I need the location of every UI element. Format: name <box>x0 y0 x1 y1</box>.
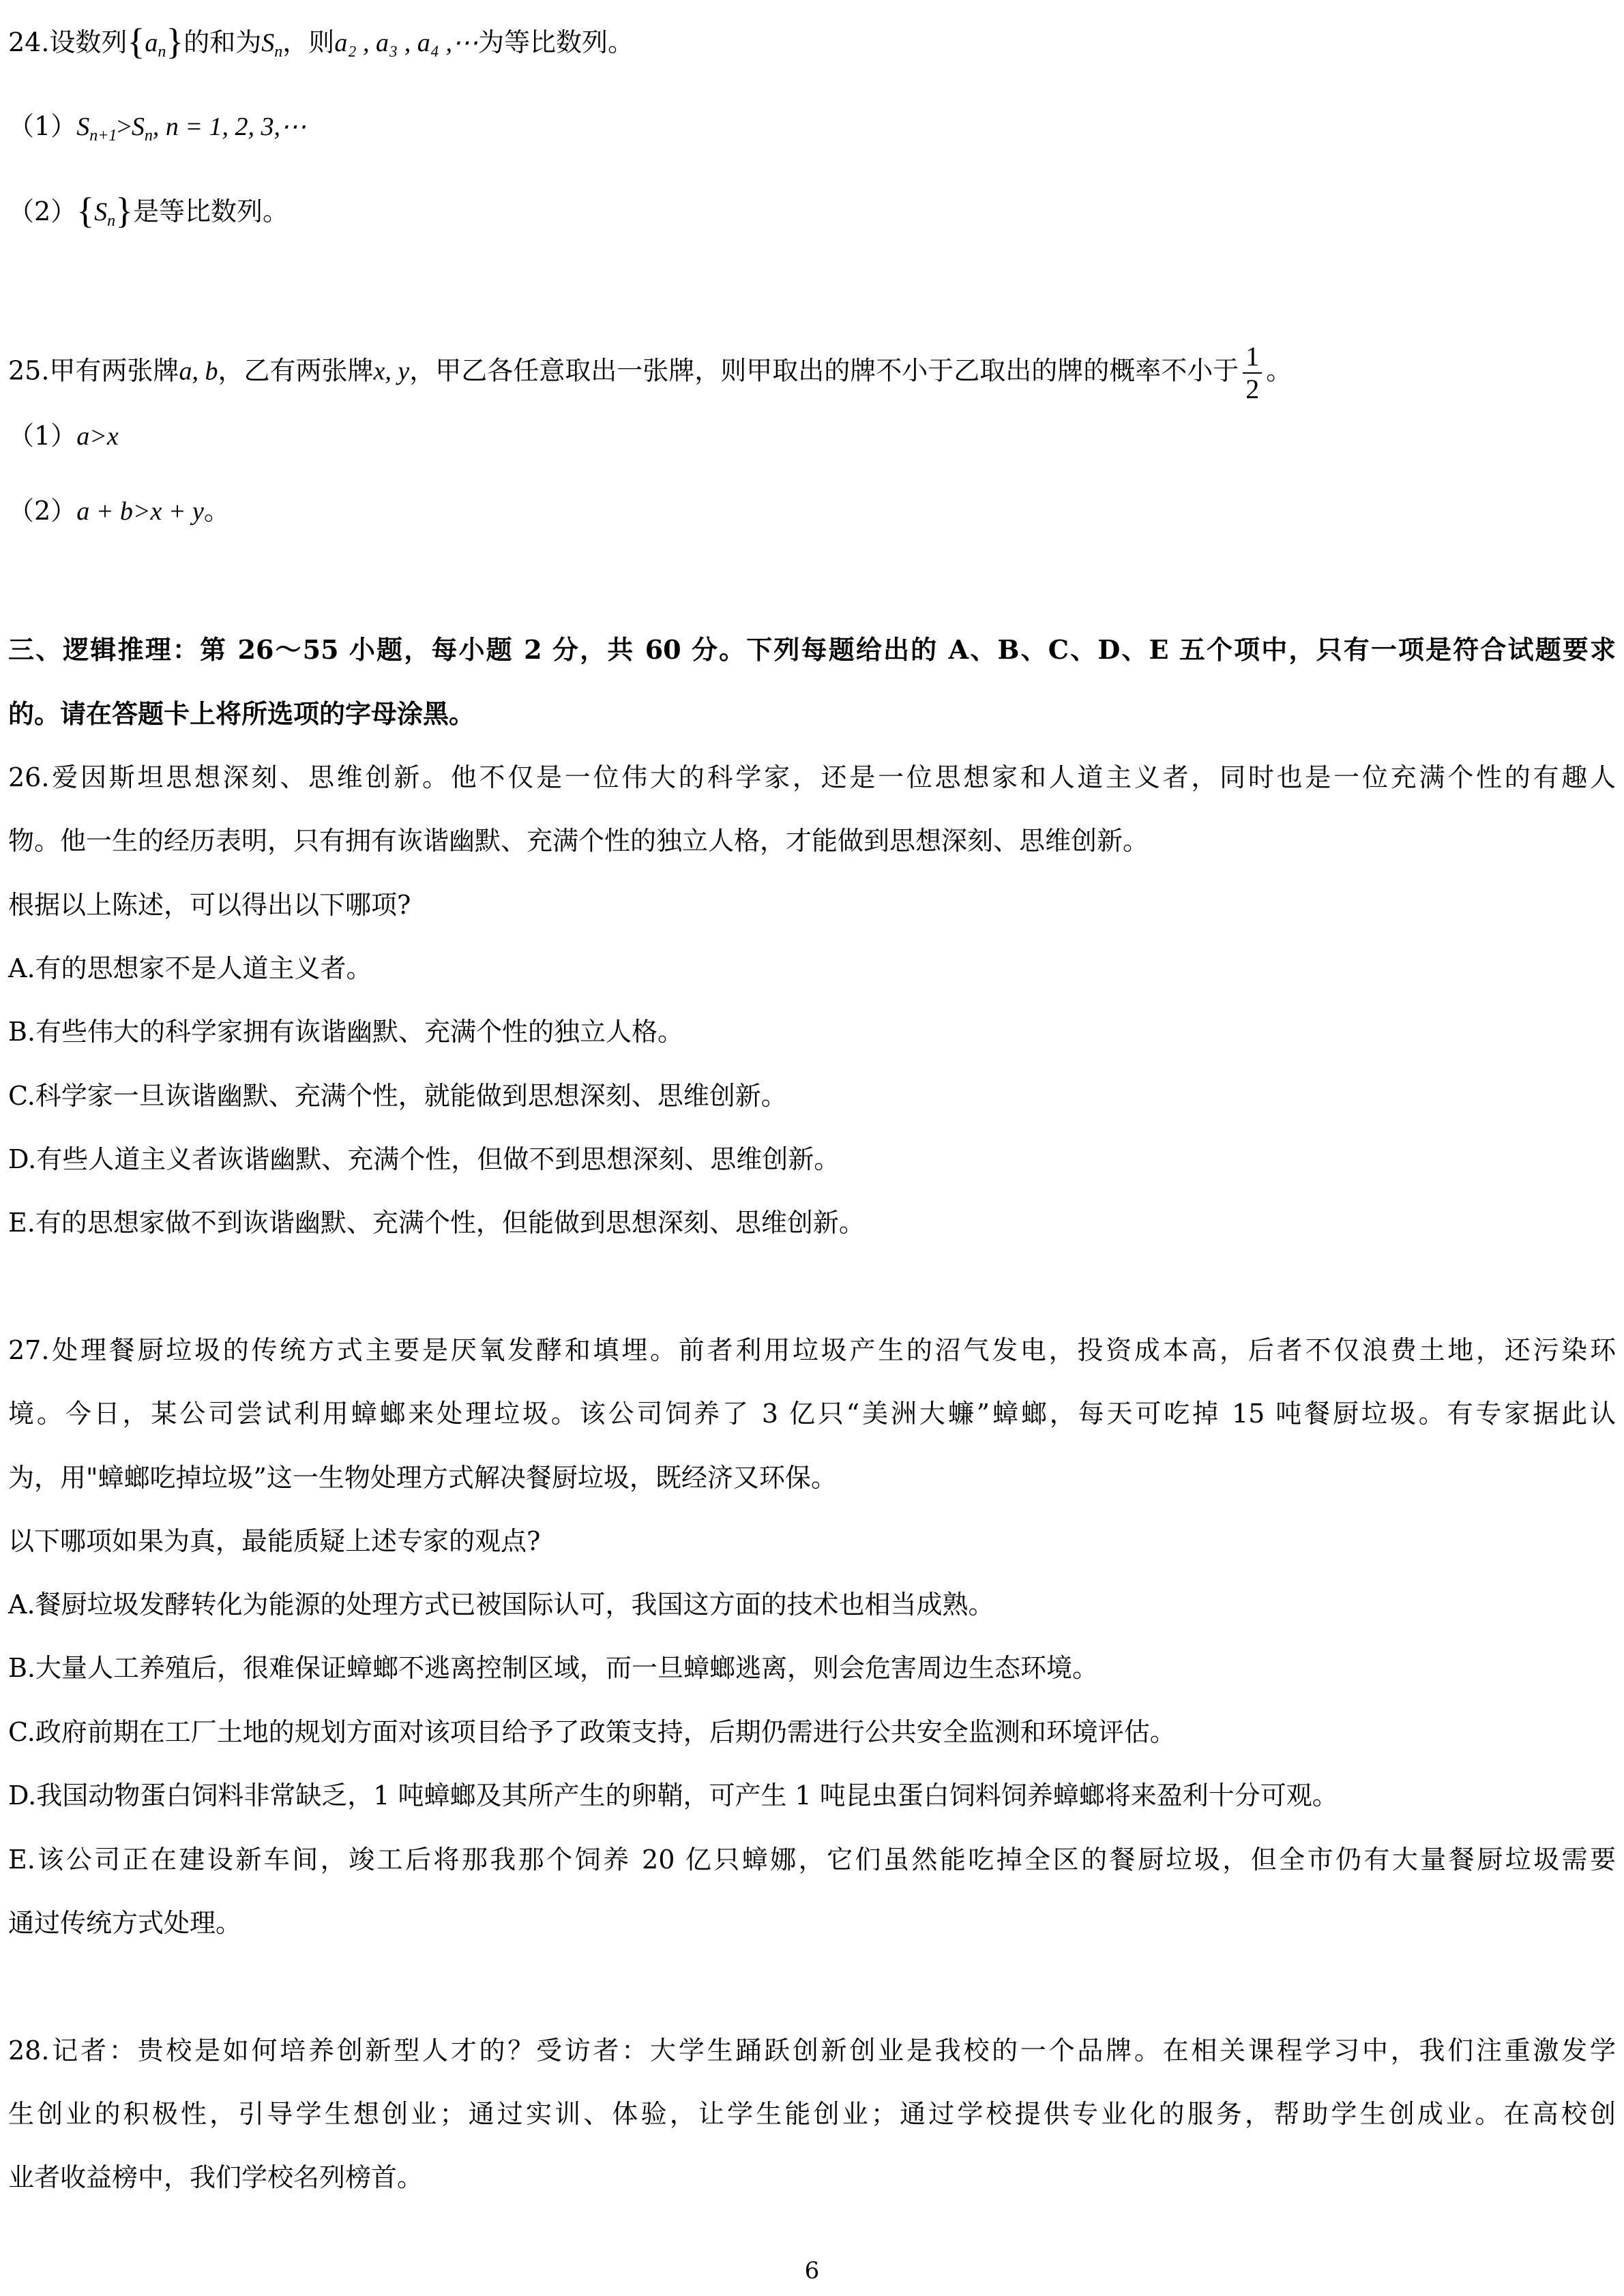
q27-stem-line2: 境。今日，某公司尝试利用蟑螂来处理垃圾。该公司饲养了 3 亿只“美洲大蠊”蟑螂，每天可吃掉 15 吨餐厨垃圾。有专家据此认 <box>8 1399 1616 1429</box>
q25-stem: 25.甲有两张牌a, b，乙有两张牌x, y，甲乙各任意取出一张牌，则甲取出的牌不小于乙取出的牌的概率不小于 $\frac{1}{2}$ 。 <box>8 341 1293 404</box>
q27-option-e-line2: 通过传统方式处理。 <box>8 1908 242 1938</box>
page-number: 6 <box>804 2257 820 2284</box>
q26-stem-line1: 26.爱因斯坦思想深刻、思维创新。他不仅是一位伟大的科学家，还是一位思想家和人道主义者，同时也是一位充满个性的有趣人 <box>8 762 1616 792</box>
q26-option-e: E.有的思想家做不到诙谐幽默、充满个性，但能做到思想深刻、思维创新。 <box>8 1208 865 1238</box>
q27-stem-line1: 27.处理餐厨垃圾的传统方式主要是厌氧发酵和填埋。前者利用垃圾产生的沼气发电，投资成本高，后者不仅浪费土地，还污染环 <box>8 1335 1616 1365</box>
q27-option-c: C.政府前期在工厂土地的规划方面对该项目给予了政策支持，后期仍需进行公共安全监测和环境评估。 <box>8 1717 1176 1747</box>
q24-sequence: a₂ , a₃ , a₄ ,⋯ <box>334 29 478 57</box>
q26-option-d: D.有些人道主义者诙谐幽默、充满个性，但做不到思想深刻、思维创新。 <box>8 1144 840 1174</box>
q26-stem-line2: 物。他一生的经历表明，只有拥有诙谐幽默、充满个性的独立人格，才能做到思想深刻、思维创新。 <box>8 826 1149 856</box>
q24-condition-2: $(2)\{S_n\}$是等比数列。 <box>8 190 289 231</box>
q27-option-a: A.餐厨垃圾发酵转化为能源的处理方式已被国际认可，我国这方面的技术也相当成熟。 <box>8 1590 994 1620</box>
q28-stem-line1: 28.记者：贵校是如何培养创新型人才的？受访者：大学生踊跃创新创业是我校的一个品牌。在相关课程学习中，我们注重激发学 <box>8 2036 1616 2066</box>
q25-fraction: $\frac{1}{2}$ <box>1243 341 1262 405</box>
q24-condition-1: $(1)S_{n+1}>S_n$, n = 1, 2, 3,⋯ <box>8 111 306 145</box>
q25-condition-2: （2）a + b>x + y。 <box>8 496 230 526</box>
q28-stem-line3: 业者收益榜中，我们学校名列榜首。 <box>8 2162 424 2192</box>
q26-question: 根据以上陈述，可以得出以下哪项? <box>8 890 411 920</box>
q25-condition-1: （1）a>x <box>8 421 119 451</box>
q26-option-b: B.有些伟大的科学家拥有诙谐幽默、充满个性的独立人格。 <box>8 1017 684 1047</box>
q27-stem-line3: 为，用"蟑螂吃掉垃圾”这一生物处理方式解决餐厨垃圾，既经济又环保。 <box>8 1463 837 1493</box>
q27-question: 以下哪项如果为真，最能质疑上述专家的观点? <box>8 1526 541 1556</box>
q26-option-a: A.有的思想家不是人道主义者。 <box>8 953 372 983</box>
section-heading-line1: 三、逻辑推理：第 26～55 小题，每小题 2 分，共 60 分。下列每题给出的 A、B、C、D、E 五个项中，只有一项是符合试题要求 <box>8 634 1616 665</box>
q26-option-c: C.科学家一旦诙谐幽默、充满个性，就能做到思想深刻、思维创新。 <box>8 1081 787 1111</box>
q27-option-b: B.大量人工养殖后，很难保证蟑螂不逃离控制区域，而一旦蟑螂逃离，则会危害周边生态环境。 <box>8 1653 1099 1683</box>
section-heading-line2: 的。请在答题卡上将所选项的字母涂黑。 <box>8 698 475 729</box>
q27-option-d: D.我国动物蛋白饲料非常缺乏，1 吨蟑螂及其所产生的卵鞘，可产生 1 吨昆虫蛋白饲料饲养蟑螂将来盈利十分可观。 <box>8 1780 1338 1810</box>
q24-stem-prefix: 24.设数列 <box>8 27 128 57</box>
q28-stem-line2: 生创业的积极性，引导学生想创业；通过实训、体验，让学生能创业；通过学校提供专业化的服务，帮助学生创成业。在高校创 <box>8 2099 1616 2129</box>
q27-option-e-line1: E.该公司正在建设新车间，竣工后将那我那个饲养 20 亿只蟑娜，它们虽然能吃掉全区的餐厨垃圾，但全市仍有大量餐厨垃圾需要 <box>8 1845 1616 1875</box>
q24-stem: 24.设数列$\{a_n\}$的和为$S_n$，则a₂ , a₃ , a₄ ,⋯为等比数列。 <box>8 21 634 62</box>
